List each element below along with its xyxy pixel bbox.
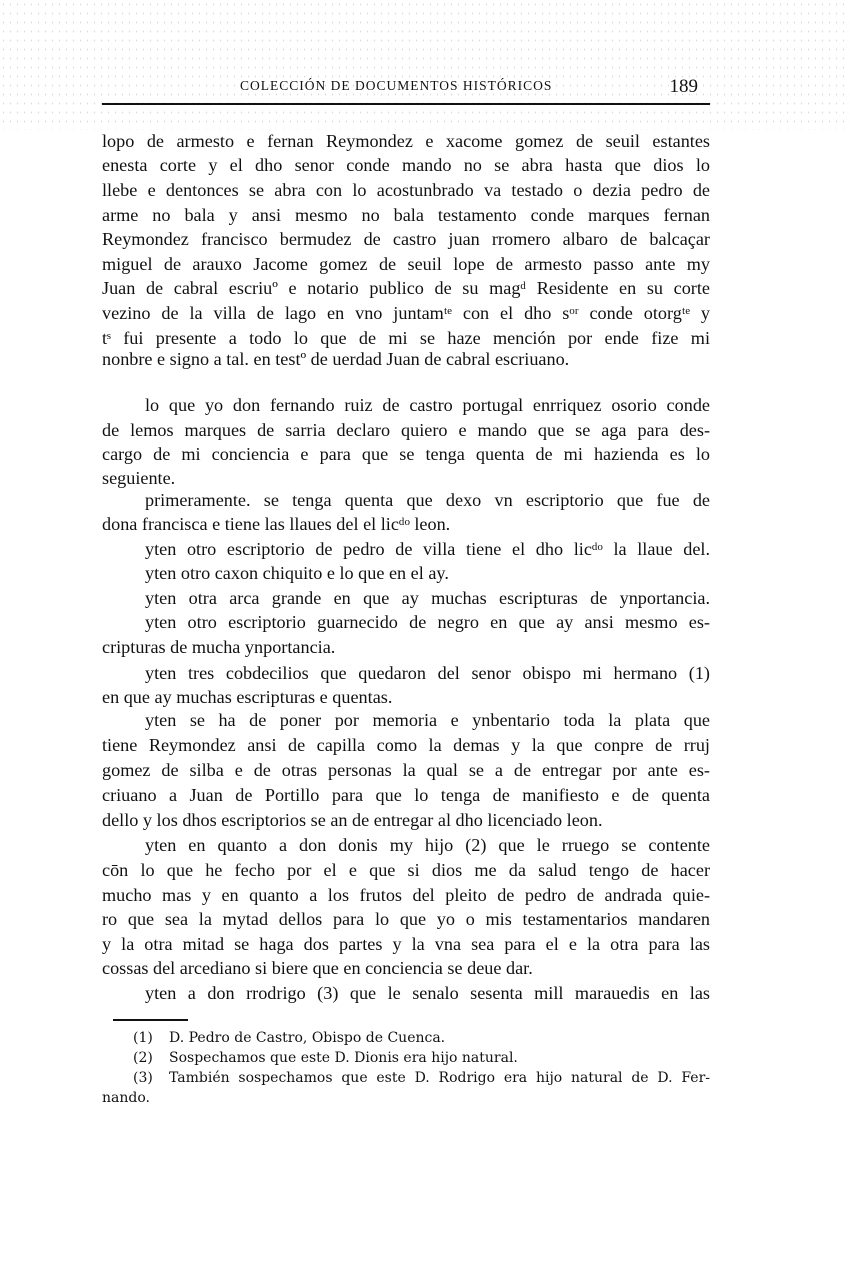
footnote-text: También sospechamos que este D. Rodrigo era hijo natural de D. Fer- (169, 1070, 710, 1086)
text-line: miguel de arauxo Jacome gomez de seuil lope de armesto passo ante my (102, 254, 710, 274)
text-line: yten en quanto a don donis my hijo (2) que le rruego se contente (145, 835, 710, 855)
text-line: primeramente. se tenga quenta que dexo vn escriptorio que fue de (145, 490, 710, 510)
text-line: cargo de mi conciencia e para que se tenga quenta de mi hazienda es lo (102, 444, 710, 464)
footnote-text: D. Pedro de Castro, Obispo de Cuenca. (169, 1030, 446, 1046)
footnote-text: Sospechamos que este D. Dionis era hijo natural. (169, 1050, 518, 1066)
text-line: Juan de cabral escriuº e notario publico de su magᵈ Residente en su corte (102, 278, 710, 298)
text-line: yten otra arca grande en que ay muchas escripturas de ynportancia. (145, 588, 710, 608)
text-line: lopo de armesto e fernan Reymondez e xacome gomez de seuil estantes (102, 131, 710, 151)
footnote (133, 1048, 710, 1068)
footnote (102, 1088, 710, 1108)
footnote-number: (3) (133, 1070, 153, 1086)
text-line: dona francisca e tiene las llaues del el licᵈᵒ leon. (102, 514, 451, 534)
text-line: criuano a Juan de Portillo para que lo tenga de manifiesto e de quenta (102, 785, 710, 805)
text-line: lo que yo don fernando ruiz de castro portugal enrriquez osorio conde (145, 395, 710, 415)
text-line: Reymondez francisco bermudez de castro juan rromero albaro de balcaçar (102, 229, 710, 249)
text-line: yten tres cobdecilios que quedaron del senor obispo mi hermano (1) (145, 663, 710, 683)
text-line: cripturas de mucha ynportancia. (102, 637, 336, 657)
text-line: yten se ha de poner por memoria e ynbentario toda la plata que (145, 710, 710, 730)
header-title: COLECCIÓN DE DOCUMENTOS HISTÓRICOS (240, 78, 553, 93)
text-line: y la otra mitad se haga dos partes y la vna sea para el e la otra para las (102, 934, 710, 954)
text-line: mucho mas y en quanto a los frutos del pleito de pedro de andrada quie- (102, 885, 710, 905)
footnote (133, 1068, 710, 1088)
footnote-rule (113, 1019, 188, 1021)
text-line: llebe e dentonces se abra con lo acostunbrado va testado o dezia pedro de (102, 180, 710, 200)
text-line: enesta corte y el dho senor conde mando no se abra hasta que dios lo (102, 155, 710, 175)
text-line: gomez de silba e de otras personas la qual se a de entregar por ante es- (102, 760, 710, 780)
footnote-number: (2) (133, 1050, 153, 1066)
text-line: tˢ fui presente a todo lo que de mi se haze mención por ende fize mi (102, 328, 710, 348)
text-line: de lemos marques de sarria declaro quiero e mando que se aga para des- (102, 420, 710, 440)
text-line: yten otro caxon chiquito e lo que en el ay. (145, 563, 449, 583)
text-line: yten otro escriptorio de pedro de villa tiene el dho licᵈᵒ la llaue del. (145, 539, 710, 559)
text-line: dello y los dhos escriptorios se an de entregar al dho licenciado leon. (102, 810, 603, 830)
text-line: cossas del arcediano si biere que en conciencia se deue dar. (102, 958, 533, 978)
text-line: cōn lo que he fecho por el e que si dios me da salud tengo de hacer (102, 860, 710, 880)
running-header (102, 76, 710, 100)
header-rule (102, 103, 710, 105)
text-line: yten otro escriptorio guarnecido de negro en que ay ansi mesmo es- (145, 612, 710, 632)
text-line: tiene Reymondez ansi de capilla como la demas y la que conpre de rruj (102, 735, 710, 755)
text-line: seguiente. (102, 468, 176, 488)
scan-speckle (0, 0, 850, 130)
text-line: en que ay muchas escripturas e quentas. (102, 687, 393, 707)
footnote-number: (1) (133, 1030, 153, 1046)
text-line: vezino de la villa de lago en vno juntamᵗᵉ con el dho sᵒʳ conde otorgᵗᵉ y (102, 303, 710, 323)
footnote (133, 1028, 710, 1048)
page-number: 189 (669, 76, 698, 97)
text-line: yten a don rrodrigo (3) que le senalo sesenta mill marauedis en las (145, 983, 710, 1003)
footnote-text: nando. (102, 1090, 150, 1106)
text-line: arme no bala y ansi mesmo no bala testamento conde marques fernan (102, 205, 710, 225)
text-line: nonbre e signo a tal. en testº de uerdad Juan de cabral escriuano. (102, 349, 570, 369)
text-line: ro que sea la mytad dellos para lo que yo o mis testamentarios mandaren (102, 909, 710, 929)
